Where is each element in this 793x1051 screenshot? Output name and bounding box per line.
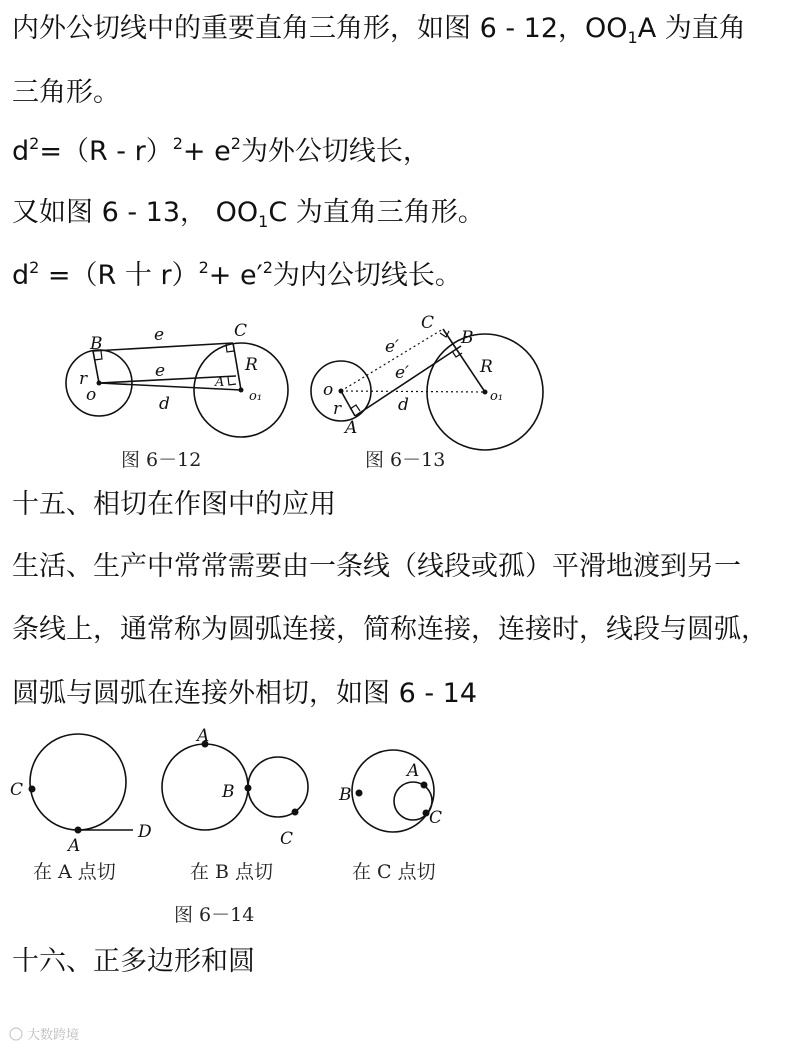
label-d-613: d (398, 395, 409, 415)
label-e2-613: e′ (395, 363, 409, 383)
label-e-mid-612: e (155, 361, 166, 381)
label-R-613: R (480, 357, 493, 377)
label-e1-613: e′ (385, 337, 399, 357)
label-o-612: o (86, 385, 97, 405)
paragraph-line-3: 圆弧与圆弧在连接外相切，如图 6 - 14 (12, 678, 478, 709)
label-A-612: A (215, 375, 225, 390)
circle-B-right (248, 757, 308, 817)
label-C-613: C (421, 313, 435, 333)
caption-fig-6-13: 图 6－13 (365, 449, 446, 471)
paragraph-line-1: 生活、生产中常常需要由一条线（线段或孤）平滑地渡到另一 (12, 551, 741, 582)
label-C-614a: C (10, 780, 24, 800)
point-C-2 (292, 809, 299, 816)
caption-sub3-614: 在 C 点切 (352, 861, 436, 883)
circle-B-left (162, 744, 248, 830)
formula-external-tangent: $d^2=(R - r)^2+ e^2$为外公切线长， (12, 134, 430, 167)
section-heading-16: 十六、正多边形和圆 (12, 946, 255, 977)
label-R-612: R (245, 355, 258, 375)
center-line-d-2 (341, 391, 485, 392)
label-C-612: C (234, 321, 248, 341)
point-B-3 (356, 790, 363, 797)
point-o (97, 381, 102, 386)
watermark (10, 1027, 79, 1043)
label-B-614b: B (222, 782, 235, 802)
caption-sub2-614: 在 B 点切 (190, 861, 274, 883)
point-B-2 (245, 785, 252, 792)
label-A-613: A (345, 418, 358, 438)
label-B-612: B (90, 334, 103, 354)
label-C-614b: C (280, 829, 294, 849)
radius-R (233, 343, 241, 390)
point-o1-2 (483, 390, 488, 395)
label-D-614a: D (138, 822, 152, 842)
label-A-614a: A (68, 836, 81, 856)
label-B-614c: B (339, 785, 352, 805)
section-heading-15: 十五、相切在作图中的应用 (12, 489, 336, 520)
label-r-612: r (79, 369, 88, 389)
paragraph-line-2: 条线上，通常称为圆弧连接，简称连接，连接时，线段与圆弧， (12, 614, 768, 645)
point-o1 (239, 388, 244, 393)
radius-r-2 (341, 391, 355, 416)
radius-r (93, 351, 99, 383)
point-o-2 (339, 389, 344, 394)
text-line-1: 内外公切线中的重要直角三角形，如图 6 - 12，$OO_1A$ 为直角 (12, 13, 746, 47)
watermark-logo-icon (10, 1028, 22, 1040)
label-o-613: o (323, 380, 334, 400)
caption-fig-6-14: 图 6－14 (174, 904, 255, 926)
circle-tangent-at-A (30, 734, 126, 830)
label-d-612: d (159, 394, 170, 414)
text-line-4: 又如图 6 - 13， $OO_1C$ 为直角三角形。 (12, 197, 485, 231)
point-A-1 (75, 827, 82, 834)
label-B-613: B (461, 328, 474, 348)
label-A-614c: A (407, 761, 420, 781)
label-o1-613: o₁ (490, 389, 504, 404)
watermark-text: 大数跨境 (27, 1028, 80, 1043)
caption-sub1-614: 在 A 点切 (33, 861, 116, 883)
point-A-3 (421, 782, 428, 789)
caption-fig-6-12: 图 6－12 (121, 449, 202, 471)
label-A-614b: A (197, 726, 210, 746)
formula-internal-tangent: $d^2 =(R$ 十 $r)^2+ e'^2$为内公切线长。 (12, 258, 462, 291)
point-C-1 (29, 786, 36, 793)
circle-C-outer (352, 750, 434, 832)
label-e-top-612: e (154, 325, 165, 345)
right-angle-A (228, 377, 236, 385)
text-line-2: 三角形。 (12, 77, 120, 108)
label-r-613: r (333, 399, 342, 419)
label-C-614c: C (429, 808, 443, 828)
label-o1-612: o₁ (249, 389, 263, 404)
